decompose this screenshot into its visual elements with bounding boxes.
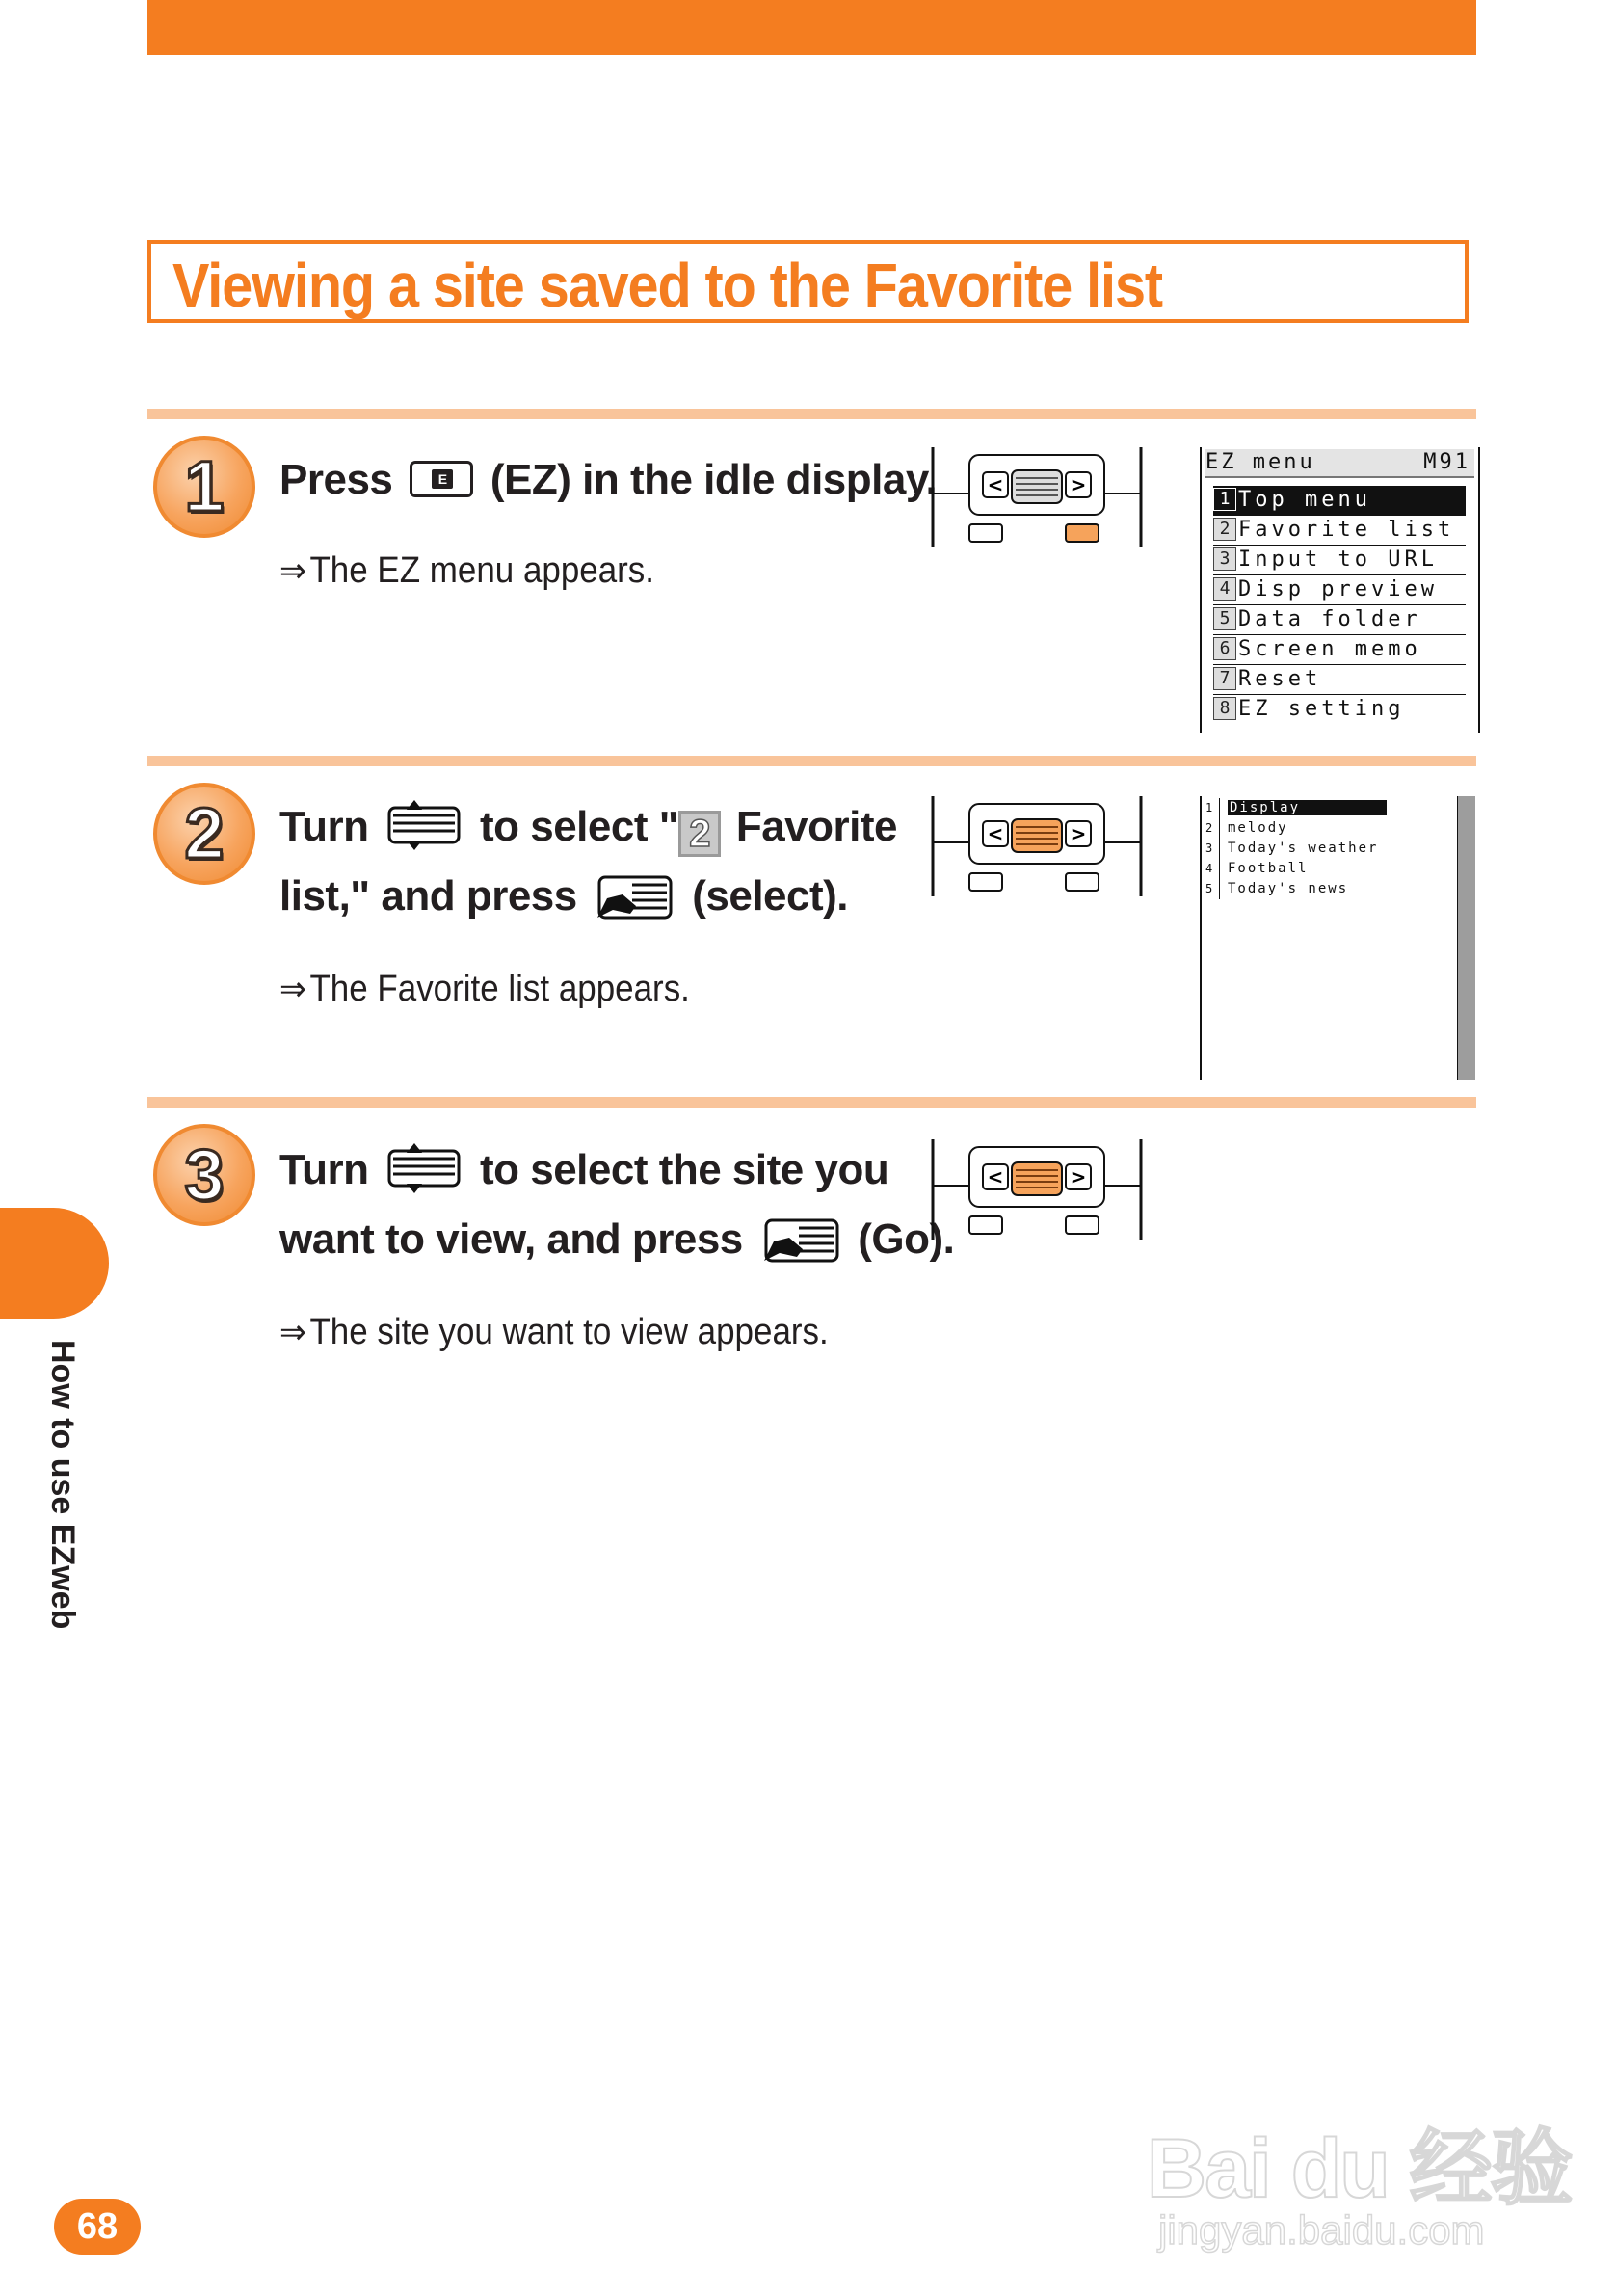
- menu-item-screen-memo[interactable]: 6 Screen memo: [1213, 635, 1466, 665]
- scrollbar[interactable]: [1457, 796, 1475, 1080]
- step-3-number: 3: [184, 1135, 225, 1215]
- menu-item-reset[interactable]: 7 Reset: [1213, 665, 1466, 695]
- step-2-number: 2: [184, 793, 225, 873]
- svg-text:<: <: [987, 1165, 1004, 1188]
- step-2-text-c: Favorite: [735, 803, 897, 850]
- result-arrow-icon: ⇒: [279, 1312, 306, 1351]
- menu-item-ez-setting[interactable]: 8 EZ setting: [1213, 695, 1466, 724]
- step-1-instruction: [279, 445, 937, 515]
- step-3-text-c: want to view, and press: [279, 1215, 743, 1263]
- section-title-box: [147, 240, 1469, 323]
- watermark-brand: Bai du 经验: [1147, 2122, 1572, 2215]
- favorite-number-badge: 2: [678, 811, 721, 857]
- step-2-instruction-line2: [279, 862, 848, 931]
- step-2-result: [279, 968, 690, 1010]
- step-1-badge: [153, 436, 255, 538]
- step-3-instruction-line1: [279, 1135, 888, 1205]
- step-3-divider: [147, 1097, 1476, 1108]
- baidu-watermark: [1147, 2063, 1572, 2265]
- menu-item-data-folder[interactable]: 5 Data folder: [1213, 605, 1466, 635]
- favorite-list-screen: [1200, 796, 1475, 1080]
- keypad-illustration-2: [931, 796, 1143, 902]
- step-1-text-b: (EZ) in the idle display.: [490, 456, 938, 503]
- top-accent-bar: [147, 0, 1476, 55]
- step-2-instruction-line1: [279, 792, 897, 862]
- jog-wheel-icon: [385, 798, 463, 852]
- favorite-item-weather[interactable]: 3 Today's weather: [1205, 839, 1454, 859]
- step-3-badge: [153, 1124, 255, 1226]
- favorite-item-display[interactable]: 1 Display: [1205, 798, 1454, 818]
- step-2-text-e: (select).: [692, 872, 849, 920]
- ez-menu-title: EZ menu: [1205, 450, 1315, 474]
- svg-text:>: >: [1070, 473, 1087, 496]
- favorite-item-news[interactable]: 5 Today's news: [1205, 879, 1454, 899]
- svg-text:<: <: [987, 822, 1004, 845]
- step-3-result: [279, 1311, 829, 1353]
- ez-menu-screen: [1200, 447, 1480, 733]
- step-2-text-a: Turn: [279, 803, 369, 850]
- step-3-instruction-line2: [279, 1205, 954, 1274]
- watermark-url: jingyan.baidu.com: [1158, 2207, 1485, 2253]
- menu-item-disp-preview[interactable]: 4 Disp preview: [1213, 575, 1466, 605]
- menu-item-input-url[interactable]: 3 Input to URL: [1213, 546, 1466, 575]
- select-key-icon: [760, 1213, 841, 1267]
- step-1-result-text: The EZ menu appears.: [309, 550, 655, 591]
- select-key-icon: [594, 869, 675, 923]
- step-3-text-b: to select the site you: [479, 1146, 889, 1193]
- step-2-text-b: to select ": [479, 803, 679, 850]
- step-1-divider: [147, 409, 1476, 419]
- svg-text:>: >: [1070, 1165, 1087, 1188]
- step-2-text-d: list," and press: [279, 872, 577, 920]
- step-2-result-text: The Favorite list appears.: [309, 969, 690, 1009]
- step-2-badge: [153, 783, 255, 885]
- page-number: 68: [54, 2199, 141, 2255]
- favorite-item-melody[interactable]: 2 melody: [1205, 818, 1454, 839]
- result-arrow-icon: ⇒: [279, 550, 306, 590]
- keypad-illustration-3: [931, 1139, 1143, 1245]
- favorite-item-football[interactable]: 4 Football: [1205, 859, 1454, 879]
- jog-wheel-icon: [385, 1141, 463, 1195]
- ez-key-icon: E: [410, 461, 473, 497]
- page-title: Viewing a site saved to the Favorite list: [172, 251, 1163, 320]
- step-1-result: [279, 549, 654, 592]
- chapter-side-tab: [0, 1208, 109, 1319]
- ez-menu-model: M91: [1423, 450, 1470, 474]
- svg-text:<: <: [987, 473, 1004, 496]
- ez-menu-header: [1205, 449, 1474, 478]
- svg-text:>: >: [1070, 822, 1087, 845]
- step-3-result-text: The site you want to view appears.: [309, 1312, 829, 1352]
- step-1-number: 1: [184, 446, 225, 526]
- keypad-illustration-1: [931, 447, 1143, 553]
- result-arrow-icon: ⇒: [279, 969, 306, 1008]
- step-2-divider: [147, 756, 1476, 766]
- step-3-text-a: Turn: [279, 1146, 369, 1193]
- step-3-text-d: (Go).: [858, 1215, 955, 1263]
- step-1-text-a: Press: [279, 456, 393, 503]
- chapter-side-label: How to use EZweb: [44, 1340, 81, 1630]
- menu-item-top-menu[interactable]: 1 Top menu: [1213, 486, 1466, 516]
- menu-item-favorite-list[interactable]: 2 Favorite list: [1213, 516, 1466, 546]
